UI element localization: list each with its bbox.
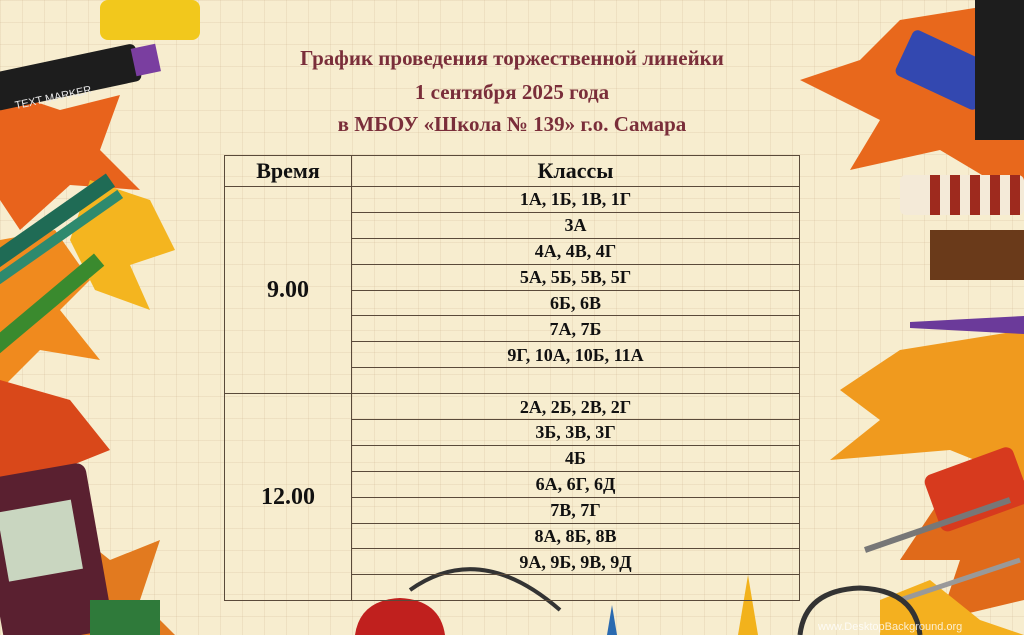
column-header-time: Время (225, 156, 352, 187)
time-cell: 12.00 (225, 394, 352, 601)
classes-cell: 6Б, 6В (352, 290, 800, 316)
table-row (225, 394, 800, 420)
time-cell: 9.00 (225, 187, 352, 394)
classes-cell: 5А, 5Б, 5В, 5Г (352, 264, 800, 290)
classes-cell: 4А, 4В, 4Г (352, 238, 800, 264)
classes-cell: 8А, 8Б, 8В (352, 523, 800, 549)
marker-label: TEXT MARKER (13, 84, 93, 113)
classes-cell (352, 575, 800, 601)
schedule-table (224, 155, 800, 601)
classes-cell: 4Б (352, 445, 800, 471)
classes-cell: 7А, 7Б (352, 316, 800, 342)
pencil-icon (607, 605, 617, 635)
pencil-icon (900, 175, 1024, 215)
classes-cell: 6А, 6Г, 6Д (352, 471, 800, 497)
column-header-classes: Классы (352, 156, 800, 187)
highlighter-icon (100, 0, 200, 40)
table-row (225, 187, 800, 213)
page-title-line1: График проведения торжественной линейки (300, 46, 724, 70)
classes-cell: 9Г, 10А, 10Б, 11А (352, 342, 800, 368)
classes-cell: 3Б, 3В, 3Г (352, 420, 800, 446)
classes-cell: 2А, 2Б, 2В, 2Г (352, 394, 800, 420)
table-header-row (225, 156, 800, 187)
page-title-line3: в МБОУ «Школа № 139» г.о. Самара (337, 112, 687, 136)
classes-cell (352, 368, 800, 394)
pencil-icon (910, 316, 1024, 334)
watermark-text: www.DesktopBackground.org (818, 621, 963, 633)
classes-cell: 3А (352, 212, 800, 238)
classes-cell: 9А, 9Б, 9В, 9Д (352, 549, 800, 575)
page-title-line2: 1 сентября 2025 года (414, 80, 610, 104)
classes-cell: 1А, 1Б, 1В, 1Г (352, 187, 800, 213)
pencil-sharpener-icon (930, 230, 1024, 280)
classes-cell: 7В, 7Г (352, 497, 800, 523)
book-icon (90, 600, 160, 635)
marker-icon (975, 0, 1024, 140)
